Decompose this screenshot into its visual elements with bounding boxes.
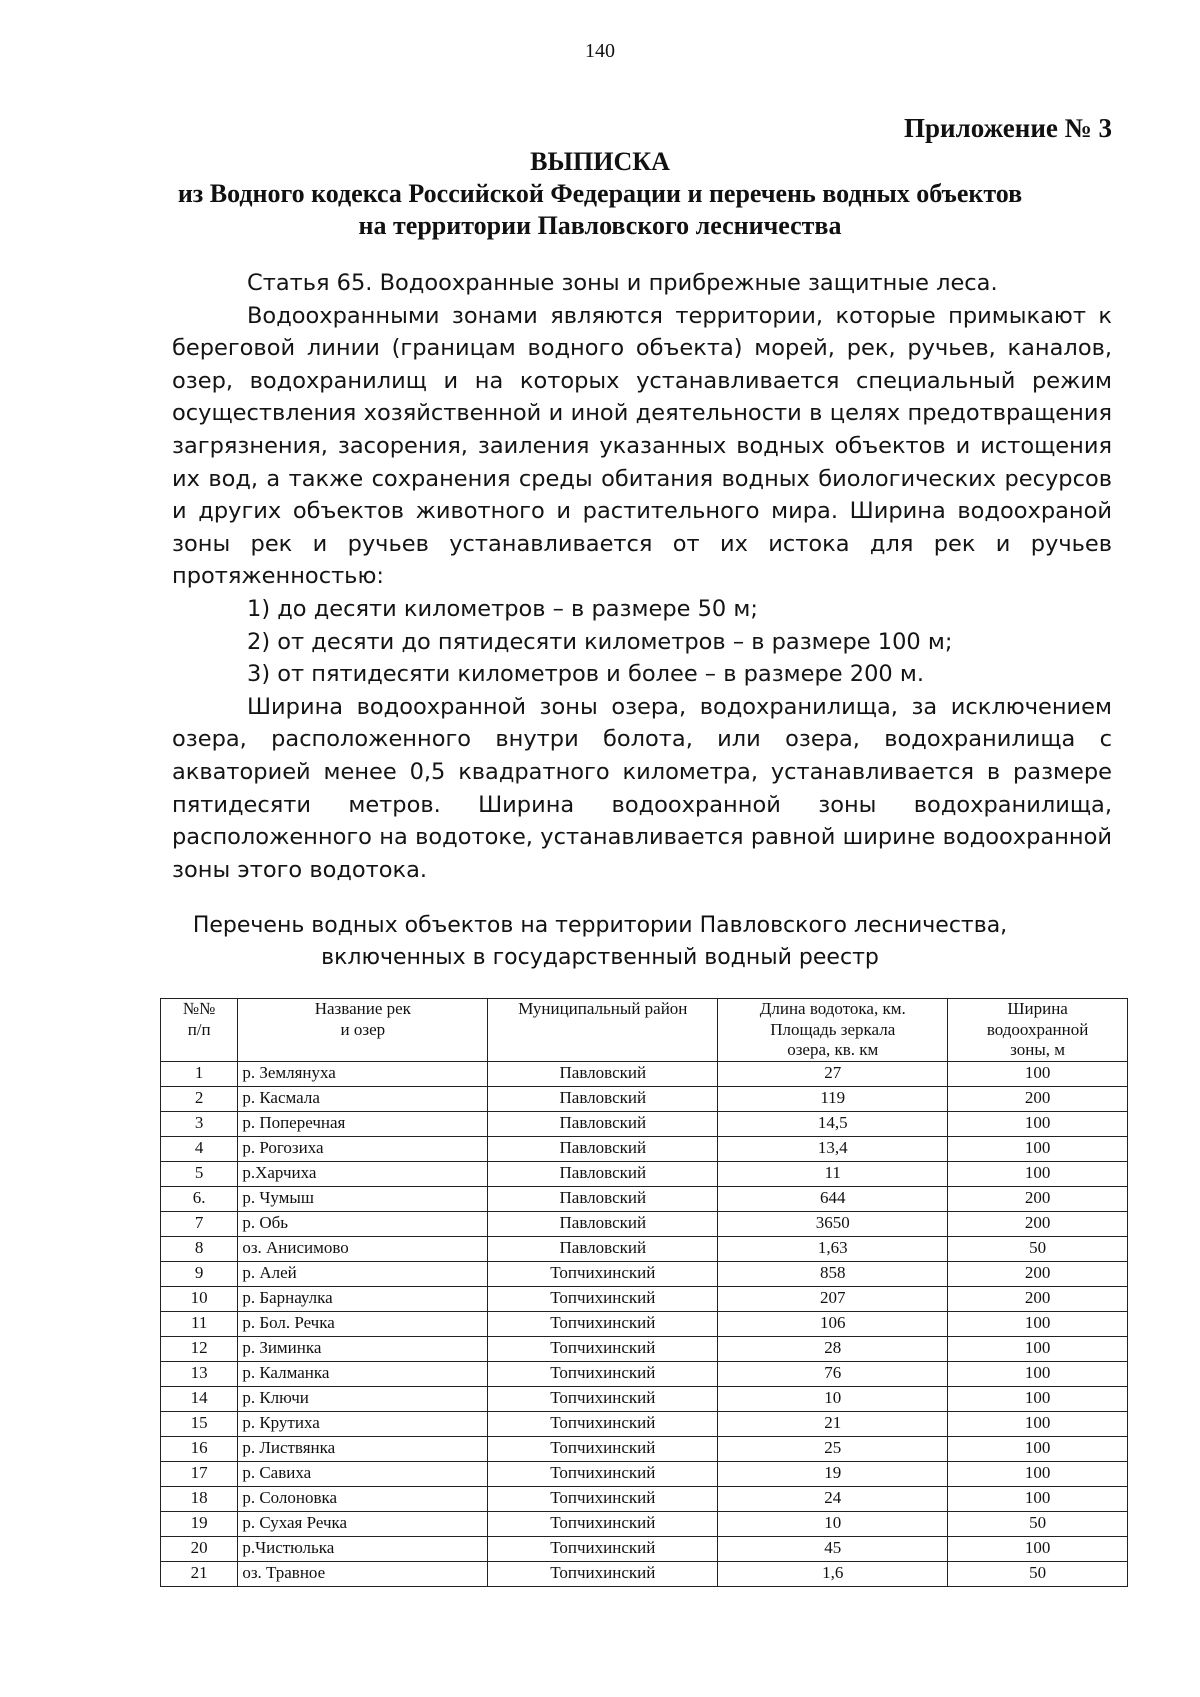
table-row (161, 1236, 1128, 1261)
cell-length: 45 (718, 1536, 948, 1561)
article-heading: Статья 65. Водоохранные зоны и прибрежные защитные леса. (247, 270, 998, 296)
cell-length: 644 (718, 1186, 948, 1211)
cell-name: р. Солоновка (238, 1486, 488, 1511)
cell-district: Топчихинский (488, 1511, 718, 1536)
cell-district: Топчихинский (488, 1411, 718, 1436)
cell-length: 10 (718, 1511, 948, 1536)
cell-district: Топчихинский (488, 1536, 718, 1561)
cell-number: 18 (161, 1486, 238, 1511)
header-name: Название рек и озер (238, 999, 488, 1062)
table-row (161, 1061, 1128, 1086)
cell-zone-width: 200 (948, 1286, 1128, 1311)
cell-length: 19 (718, 1461, 948, 1486)
table-row (161, 1336, 1128, 1361)
cell-length: 25 (718, 1436, 948, 1461)
table-row (161, 1111, 1128, 1136)
table-row (161, 1186, 1128, 1211)
header-district: Муниципальный район (488, 999, 718, 1062)
cell-zone-width: 200 (948, 1211, 1128, 1236)
cell-length: 1,6 (718, 1561, 948, 1586)
document-title (0, 146, 1200, 242)
cell-name: оз. Травное (238, 1561, 488, 1586)
cell-number: 5 (161, 1161, 238, 1186)
cell-district: Топчихинский (488, 1261, 718, 1286)
cell-district: Павловский (488, 1136, 718, 1161)
cell-number: 10 (161, 1286, 238, 1311)
cell-zone-width: 100 (948, 1486, 1128, 1511)
cell-name: р. Листвянка (238, 1436, 488, 1461)
cell-length: 14,5 (718, 1111, 948, 1136)
table-row (161, 1211, 1128, 1236)
cell-number: 7 (161, 1211, 238, 1236)
cell-district: Топчихинский (488, 1386, 718, 1411)
cell-number: 2 (161, 1086, 238, 1111)
cell-zone-width: 200 (948, 1186, 1128, 1211)
cell-name: р. Алей (238, 1261, 488, 1286)
cell-length: 13,4 (718, 1136, 948, 1161)
cell-district: Топчихинский (488, 1486, 718, 1511)
paragraph-lake-zone-width: Ширина водоохранной зоны озера, водохранилища, за исключением озера, расположенного внутри болота, или озера, водохранилища с акваторией менее 0,5 квадратного километра, устанавливается в размере пятидесяти метров. Ширина водоохранной зоны водохранилища, расположенного на водотоке, устанавливается равной ширине водоохранной зоны этого водотока. (172, 693, 1112, 883)
cell-name: р. Касмала (238, 1086, 488, 1111)
table-body (161, 1061, 1128, 1586)
cell-length: 21 (718, 1411, 948, 1436)
title-line-3: на территории Павловского лесничества (358, 211, 842, 240)
title-line-1: ВЫПИСКА (530, 147, 670, 176)
table-caption-line-1: Перечень водных объектов на территории Павловского лесничества, (192, 913, 1008, 938)
cell-zone-width: 100 (948, 1336, 1128, 1361)
cell-length: 106 (718, 1311, 948, 1336)
cell-zone-width: 100 (948, 1386, 1128, 1411)
cell-length: 3650 (718, 1211, 948, 1236)
cell-number: 3 (161, 1111, 238, 1136)
cell-district: Павловский (488, 1086, 718, 1111)
cell-number: 15 (161, 1411, 238, 1436)
cell-zone-width: 50 (948, 1561, 1128, 1586)
cell-district: Павловский (488, 1161, 718, 1186)
cell-district: Топчихинский (488, 1286, 718, 1311)
table-row (161, 1136, 1128, 1161)
cell-number: 20 (161, 1536, 238, 1561)
title-line-2: из Водного кодекса Российской Федерации и перечень водных объектов (177, 179, 1023, 208)
paragraph-water-protection-zones: Водоохранными зонами являются территории, которые примыкают к береговой линии (границам водного объекта) морей, рек, ручьев, каналов, озер, водохранилищ и на которых устанавливается специальный режим осуществления хозяйственной и иной деятельности в целях предотвращения загрязнения, засорения, заиления указанных водных объектов и истощения их вод, а также сохранения среды обитания водных биологических ресурсов и других объектов животного и растительного мира. Ширина водоохраной зоны рек и ручьев устанавливается от их истока для рек и ручьев протяженностью: (172, 302, 1112, 590)
cell-district: Павловский (488, 1236, 718, 1261)
cell-length: 10 (718, 1386, 948, 1411)
table-row (161, 1511, 1128, 1536)
cell-name: р.Чистюлька (238, 1536, 488, 1561)
cell-zone-width: 100 (948, 1361, 1128, 1386)
table-row (161, 1561, 1128, 1586)
table-row (161, 1286, 1128, 1311)
cell-name: р. Зиминка (238, 1336, 488, 1361)
list-item: 1) до десяти километров – в размере 50 м; (247, 595, 758, 622)
cell-name: р. Землянуха (238, 1061, 488, 1086)
cell-name: р. Сухая Речка (238, 1511, 488, 1536)
cell-zone-width: 100 (948, 1111, 1128, 1136)
cell-district: Павловский (488, 1111, 718, 1136)
cell-zone-width: 200 (948, 1261, 1128, 1286)
cell-length: 27 (718, 1061, 948, 1086)
table-row (161, 1261, 1128, 1286)
cell-name: р. Савиха (238, 1461, 488, 1486)
cell-zone-width: 100 (948, 1161, 1128, 1186)
header-number: №№ п/п (161, 999, 238, 1062)
cell-name: р. Поперечная (238, 1111, 488, 1136)
cell-length: 207 (718, 1286, 948, 1311)
cell-zone-width: 200 (948, 1086, 1128, 1111)
list-item: 2) от десяти до пятидесяти километров – в размере 100 м; (247, 628, 953, 655)
cell-length: 858 (718, 1261, 948, 1286)
cell-number: 9 (161, 1261, 238, 1286)
cell-name: р. Чумыш (238, 1186, 488, 1211)
cell-name: р. Барнаулка (238, 1286, 488, 1311)
cell-number: 8 (161, 1236, 238, 1261)
table-caption (0, 910, 1200, 974)
cell-zone-width: 100 (948, 1136, 1128, 1161)
cell-district: Павловский (488, 1061, 718, 1086)
table-row (161, 1536, 1128, 1561)
cell-number: 13 (161, 1361, 238, 1386)
cell-number: 6. (161, 1186, 238, 1211)
cell-number: 11 (161, 1311, 238, 1336)
cell-zone-width: 100 (948, 1061, 1128, 1086)
cell-length: 28 (718, 1336, 948, 1361)
cell-length: 24 (718, 1486, 948, 1511)
cell-length: 76 (718, 1361, 948, 1386)
list-item: 3) от пятидесяти километров и более – в размере 200 м. (247, 661, 924, 688)
cell-number: 16 (161, 1436, 238, 1461)
cell-name: р. Крутиха (238, 1411, 488, 1436)
cell-length: 11 (718, 1161, 948, 1186)
water-objects-table (160, 998, 1128, 1587)
page-number: 140 (585, 40, 615, 62)
table-row (161, 1461, 1128, 1486)
cell-zone-width: 100 (948, 1311, 1128, 1336)
table-row (161, 1386, 1128, 1411)
cell-district: Павловский (488, 1211, 718, 1236)
cell-number: 21 (161, 1561, 238, 1586)
table-row (161, 1161, 1128, 1186)
cell-name: оз. Анисимово (238, 1236, 488, 1261)
cell-district: Топчихинский (488, 1336, 718, 1361)
cell-name: р. Обь (238, 1211, 488, 1236)
cell-zone-width: 50 (948, 1511, 1128, 1536)
table-header-row (161, 999, 1128, 1062)
cell-zone-width: 50 (948, 1236, 1128, 1261)
table-row (161, 1436, 1128, 1461)
cell-district: Павловский (488, 1186, 718, 1211)
cell-number: 4 (161, 1136, 238, 1161)
appendix-label: Приложение № 3 (904, 113, 1112, 143)
cell-number: 17 (161, 1461, 238, 1486)
table-row (161, 1086, 1128, 1111)
cell-name: р. Бол. Речка (238, 1311, 488, 1336)
cell-number: 19 (161, 1511, 238, 1536)
cell-number: 1 (161, 1061, 238, 1086)
cell-district: Топчихинский (488, 1436, 718, 1461)
table-caption-line-2: включенных в государственный водный реестр (321, 945, 879, 970)
cell-district: Топчихинский (488, 1311, 718, 1336)
cell-name: р. Калманка (238, 1361, 488, 1386)
cell-zone-width: 100 (948, 1436, 1128, 1461)
cell-name: р.Харчиха (238, 1161, 488, 1186)
header-length: Длина водотока, км. Площадь зеркала озера, кв. км (718, 999, 948, 1062)
cell-district: Топчихинский (488, 1561, 718, 1586)
cell-length: 1,63 (718, 1236, 948, 1261)
cell-number: 14 (161, 1386, 238, 1411)
cell-name: р. Ключи (238, 1386, 488, 1411)
table-row (161, 1361, 1128, 1386)
table-row (161, 1311, 1128, 1336)
cell-zone-width: 100 (948, 1536, 1128, 1561)
table-row (161, 1486, 1128, 1511)
cell-zone-width: 100 (948, 1461, 1128, 1486)
cell-name: р. Рогозиха (238, 1136, 488, 1161)
article-text (172, 267, 1112, 886)
table-row (161, 1411, 1128, 1436)
cell-length: 119 (718, 1086, 948, 1111)
cell-number: 12 (161, 1336, 238, 1361)
header-zone-width: Ширина водоохранной зоны, м (948, 999, 1128, 1062)
cell-district: Топчихинский (488, 1461, 718, 1486)
cell-district: Топчихинский (488, 1361, 718, 1386)
cell-zone-width: 100 (948, 1411, 1128, 1436)
